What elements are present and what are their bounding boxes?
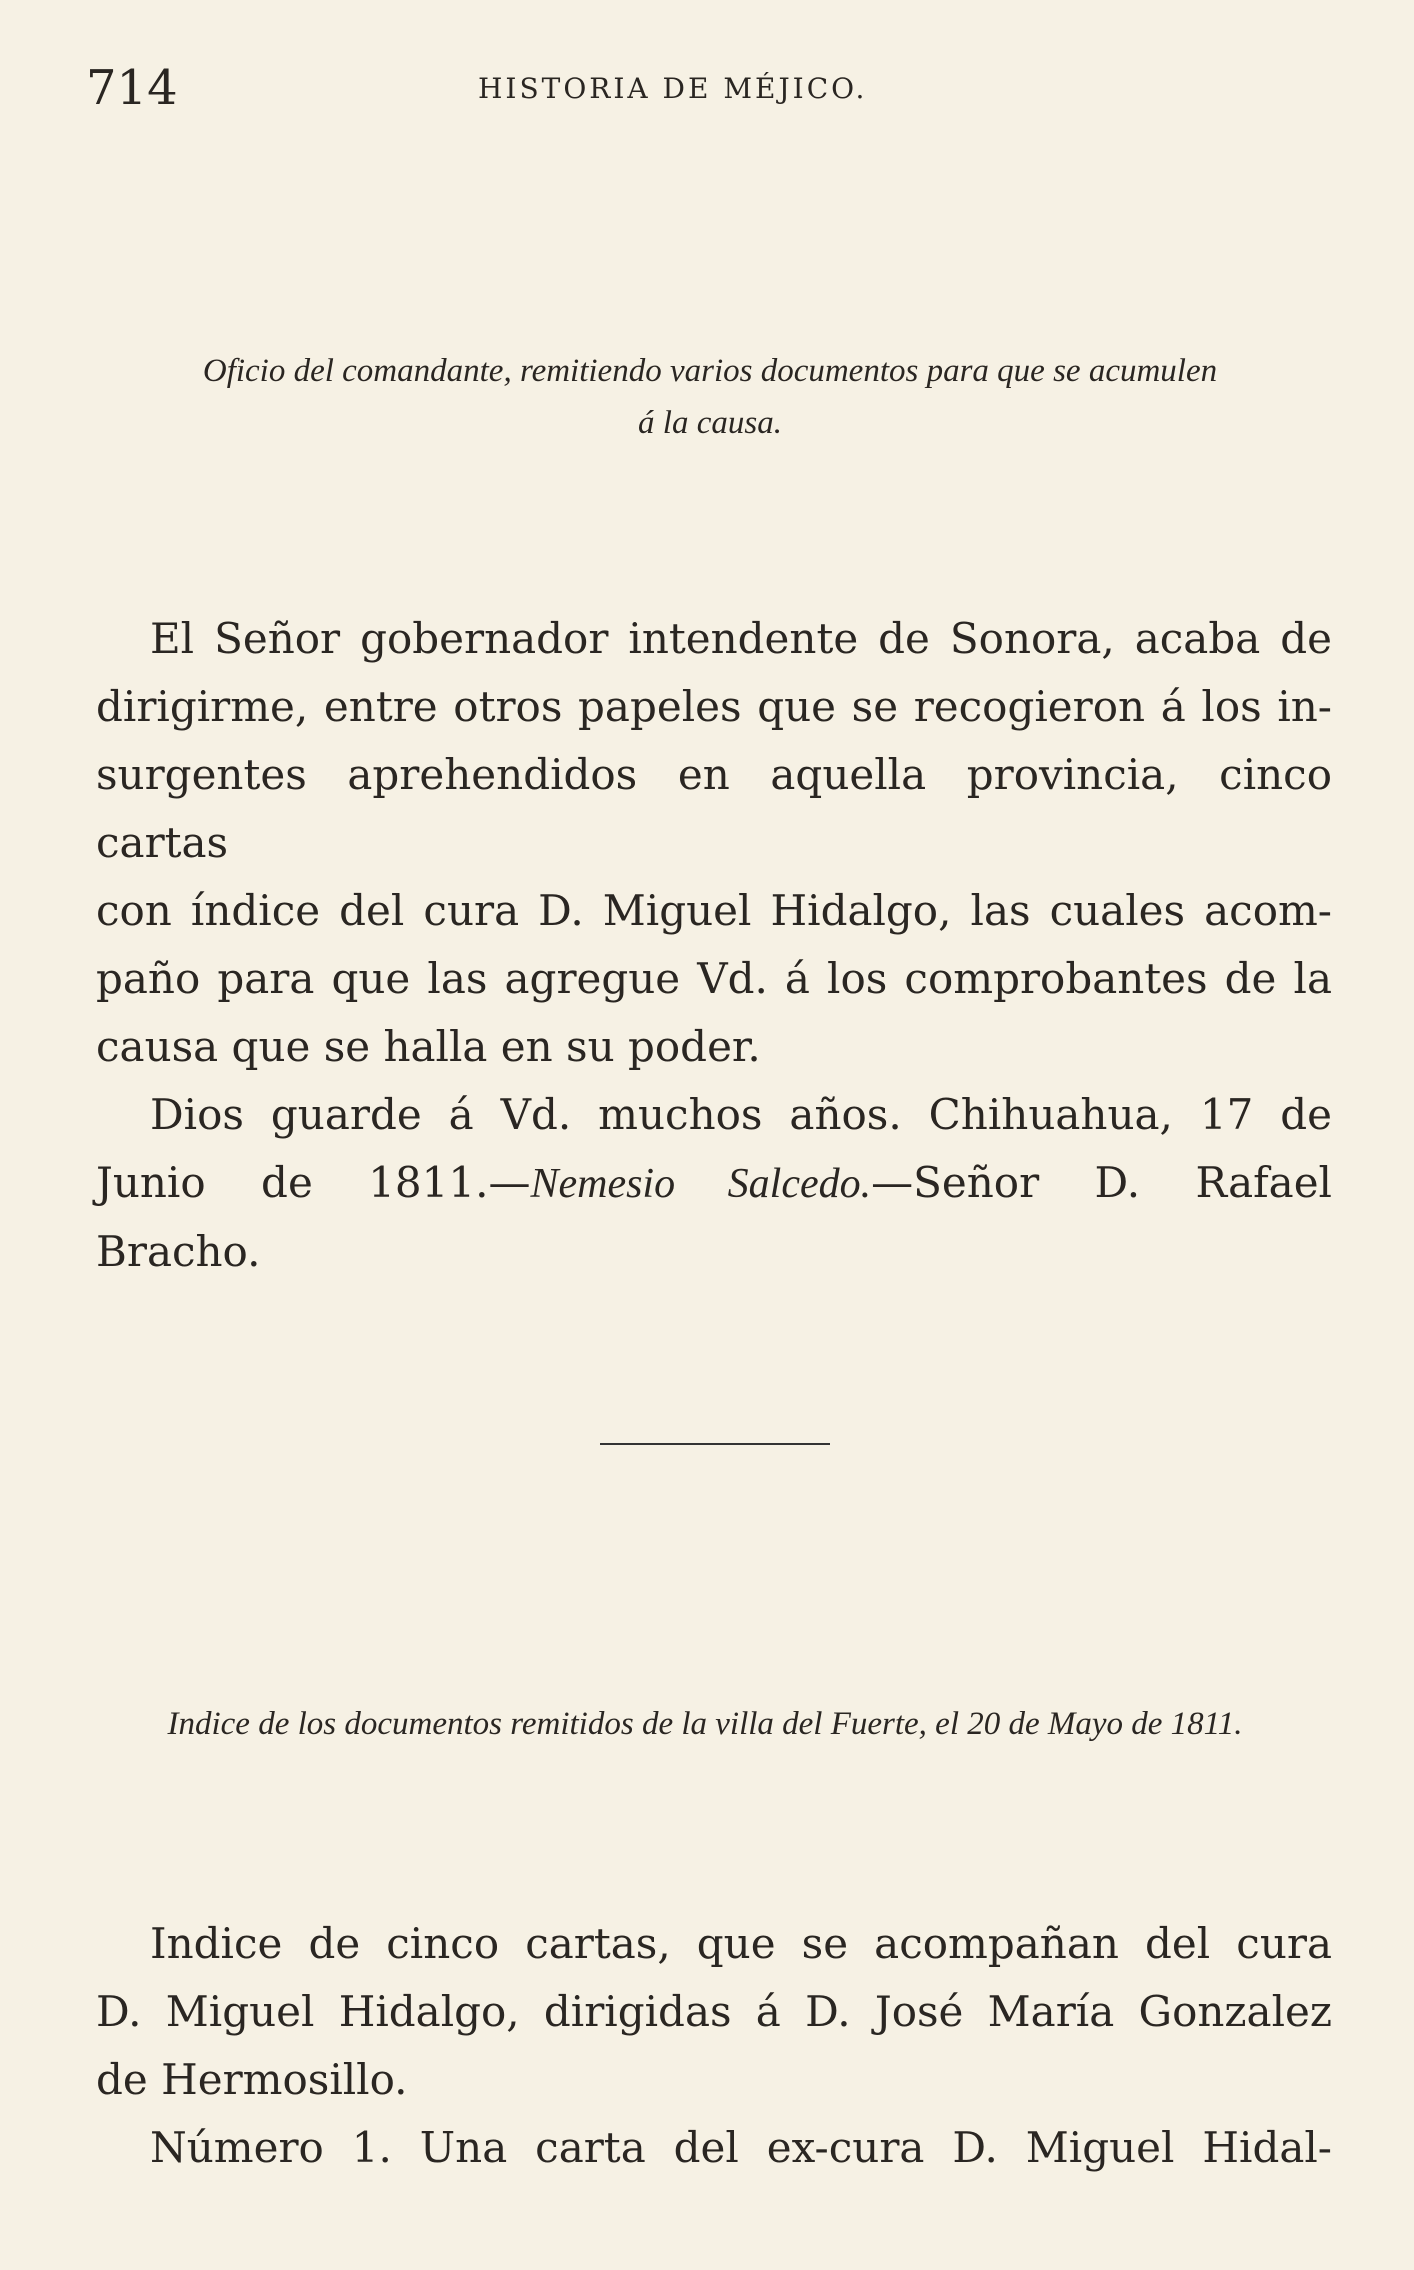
- section-divider: [600, 1443, 830, 1445]
- heading-line: á la causa.: [638, 405, 782, 441]
- text-line: dirigirme, entre otros papeles que se recogieron á los in-: [96, 682, 1332, 731]
- running-title: HISTORIA DE MÉJICO.: [478, 72, 868, 105]
- text-line: de Hermosillo.: [96, 2055, 408, 2104]
- date-text: Junio de 1811.—: [96, 1158, 531, 1207]
- text-line: con índice del cura D. Miguel Hidalgo, las cuales acom-: [96, 886, 1332, 935]
- text-line: Indice de cinco cartas, que se acompañan del cura: [150, 1919, 1332, 1968]
- text-line: causa que se halla en su poder.: [96, 1022, 761, 1071]
- section-heading-indice: Indice de los documentos remitidos de la villa del Fuerte, el 20 de Mayo de 1811.: [167, 1706, 1243, 1742]
- text-line: Número 1. Una carta del ex-cura D. Miguel Hidal-: [150, 2123, 1332, 2172]
- section-heading-oficio: [110, 345, 1310, 449]
- text-line: El Señor gobernador intendente de Sonora, acaba de: [150, 614, 1332, 663]
- addressee-text: —Señor D. Rafael: [871, 1158, 1332, 1207]
- text-line: Bracho.: [96, 1227, 261, 1276]
- text-line: paño para que las agregue Vd. á los comprobantes de la: [96, 954, 1332, 1003]
- heading-line: Oficio del comandante, remitiendo varios documentos para que se acumulen: [202, 353, 1218, 389]
- text-line: Dios guarde á Vd. muchos años. Chihuahua, 17 de: [150, 1090, 1332, 1139]
- index-body: [96, 1910, 1332, 2182]
- signer-name: Nemesio Salcedo.: [530, 1161, 872, 1207]
- signature-line: [96, 1149, 1332, 1218]
- page-number: 714: [86, 60, 178, 116]
- text-line: surgentes aprehendidos en aquella provincia, cinco cartas: [96, 750, 1332, 867]
- letter-body: [96, 605, 1332, 1286]
- text-line: D. Miguel Hidalgo, dirigidas á D. José María Gonzalez: [96, 1987, 1332, 2036]
